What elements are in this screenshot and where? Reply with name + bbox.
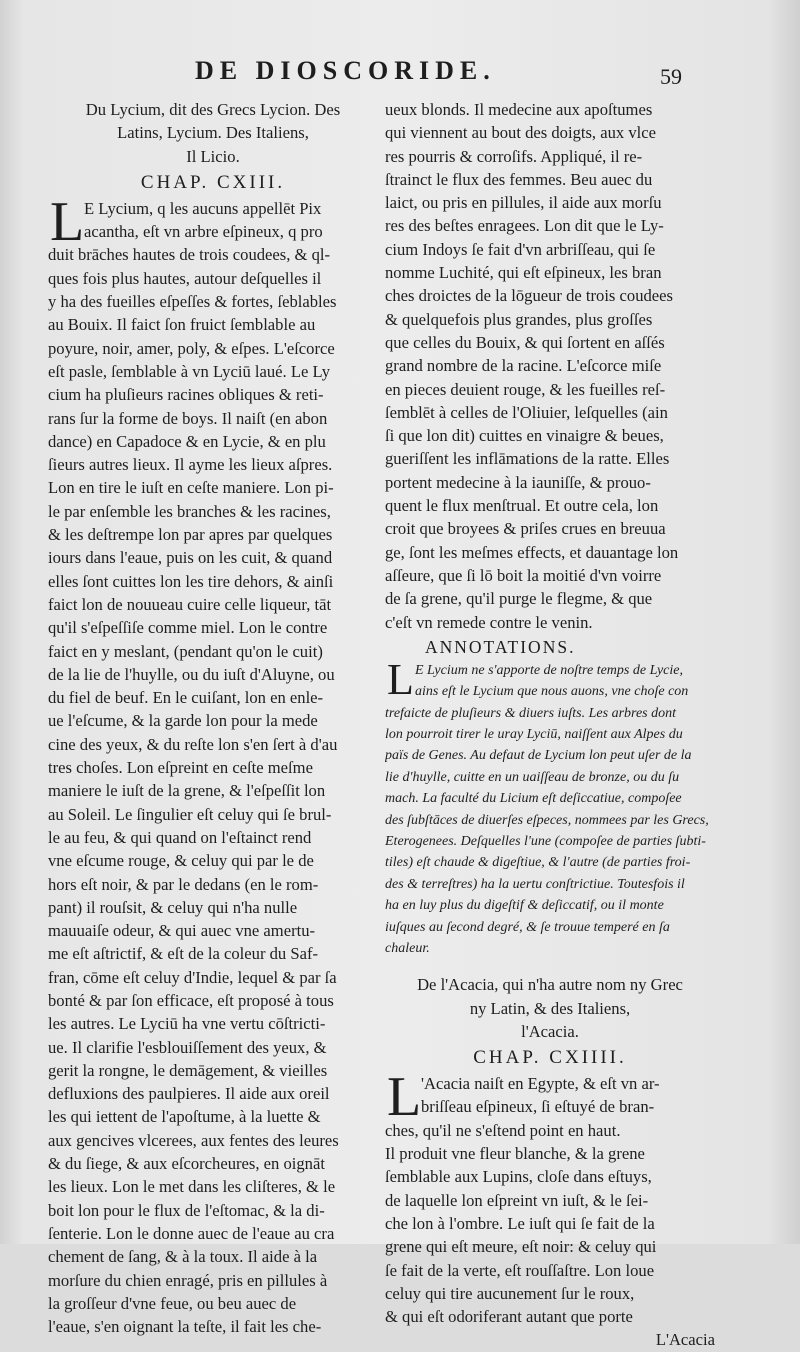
- text-line: & qui eſt odoriferant autant que porte: [385, 1307, 633, 1327]
- text-line: me eſt aſtrictif, & eſt de la coleur du Saf-: [48, 944, 319, 964]
- text-line: les qui iettent de l'apoſtume, à la luette &: [48, 1107, 321, 1127]
- page-number: 59: [660, 64, 682, 89]
- text-line: & du ſiege, & aux eſcorcheures, en oignāt: [48, 1154, 325, 1174]
- text-line: ueux blonds. Il medecine aux apoſtumes: [385, 100, 653, 119]
- text-line: res pourris & corroſifs. Appliqué, il re-: [385, 146, 643, 166]
- text-line: la groſſeur d'vne feue, ou beu auec de: [48, 1293, 297, 1313]
- text-line: gueriſſent les inflāmations de la ratte. Elles: [385, 449, 670, 469]
- text-line: vne eſcume rouge, & celuy qui par le de: [48, 851, 314, 871]
- text-line: l'eaue, s'en oignant la teſte, il fait les che-: [48, 1317, 322, 1337]
- right-column: [385, 98, 715, 1352]
- text-line: fran, cōme eſt celuy d'Indie, lequel & par ſa: [48, 967, 337, 987]
- text-line: mach. La faculté du Licium eſt deſiccatiue, compoſee: [385, 791, 682, 807]
- text-line: morſure du chien enragé, pris en pillules à: [48, 1270, 328, 1290]
- text-line: du fiel de beuf. En le cuiſant, lon en enle-: [48, 688, 324, 708]
- running-header: DE DIOSCORIDE.: [195, 56, 496, 85]
- chapter-title-line: ny Latin, & des Italiens,: [469, 998, 631, 1018]
- text-line: ue. Il clarifie l'esblouiſſement des yeux, &: [48, 1037, 327, 1057]
- annotation-drop-cap: L: [387, 654, 414, 704]
- text-line: tiles) eſt chaude & digeſtiue, & l'autre (de parties froi-: [385, 855, 691, 871]
- text-line: Il produit vne fleur blanche, & la grene: [385, 1144, 645, 1164]
- text-line: pant) il rouſsit, & celuy qui n'ha nulle: [48, 897, 298, 917]
- text-line: au Soleil. Le ſingulier eſt celuy qui ſe brul-: [48, 804, 332, 824]
- text-line: ſieurs autres lieux. Il ayme les lieux aſpres.: [48, 455, 333, 475]
- text-line: & les deſtrempe lon par apres par quelques: [48, 525, 333, 545]
- text-line: des ſubſtāces de diuerſes eſpeces, nommees par les Grecs,: [385, 812, 709, 828]
- text-line: res des beſtes enragees. Lon dit que le Ly-: [385, 216, 664, 236]
- text-line: les autres. Le Lyciū ha vne vertu cōſtricti-: [48, 1014, 326, 1034]
- text-line: croit que broyees & priſes crues en breuua: [385, 519, 666, 539]
- text-line: lie d'huylle, cuitte en un uaiſſeau de bronze, ou du ſu: [385, 769, 680, 785]
- text-line: chaleur.: [385, 940, 430, 956]
- text-line: trefaicte de pluſieurs & diuers iuſts. Les arbres dont: [385, 705, 677, 721]
- text-line: aux gencives vlcerees, aux fentes des leures: [48, 1130, 339, 1150]
- text-line: tres choſes. Lon eſpreint en ceſte meſme: [48, 758, 313, 778]
- text-line: faict lon de nouueau cuire celle liqueur, tāt: [48, 594, 332, 614]
- text-line: defluxions des paulpieres. Il aide aux oreil: [48, 1084, 330, 1104]
- text-line: ge, ſont les meſmes effects, et dauantage lon: [385, 542, 679, 562]
- text-line: acantha, eſt vn arbre eſpineux, q pro: [84, 222, 323, 242]
- text-line: portent medecine à la iauniſſe, & prouo-: [385, 472, 651, 492]
- text-line: cium Indoys ſe fait d'vn arbriſſeau, qui ſe: [385, 239, 656, 259]
- text-line: rans ſur la forme de boys. Il naiſt (en abon: [48, 408, 328, 428]
- text-line: de laquelle lon eſpreint vn iuſt, & le ſei-: [385, 1190, 649, 1210]
- text-line: de ſa grene, qu'il purge le flegme, & que: [385, 589, 653, 609]
- annotations-heading: ANNOTATIONS.: [425, 636, 576, 657]
- text-line: ſi que lon dit) cuittes en vinaigre & beues,: [385, 426, 664, 446]
- chapter-title-line: Du Lycium, dit des Grecs Lycion. Des: [85, 100, 341, 119]
- text-line: eſt pasle, ſemblable à vn Lyciū laué. Le Ly: [48, 361, 330, 381]
- text-line: hors eſt noir, & par le dedans (en le rom-: [48, 874, 319, 894]
- text-line: cium ha pluſieurs racines obliques & reti-: [48, 385, 324, 405]
- text-line: nomme Luchité, qui eſt eſpineux, les bran: [385, 263, 662, 283]
- text-line: que celles du Bouix, & qui ſortent en aſſés: [385, 332, 665, 352]
- text-line: quent le flux menſtrual. Et outre cela, lon: [385, 496, 659, 516]
- text-line: aſſeure, que ſi lō boit la moitié d'vn voirre: [385, 565, 662, 585]
- text-line: iours dans l'eaue, puis on les cuit, & quand: [48, 548, 333, 568]
- text-line: au Bouix. Il faict ſon fruict ſemblable au: [48, 315, 316, 335]
- text-line: ſemblēt à celles de l'Oliuier, leſquelles (ain: [385, 402, 668, 422]
- chapter-title-line: Il Licio.: [186, 146, 240, 166]
- text-line: grand nombre de la racine. L'eſcorce miſe: [385, 356, 662, 376]
- text-line: mauuaiſe odeur, & qui auec vne amertu-: [48, 921, 316, 941]
- text-line: laict, ou pris en pillules, il aide aux morſu: [385, 193, 662, 213]
- text-line: iuſques au ſecond degré, & ſe trouue temperé en ſa: [385, 919, 670, 935]
- text-line: chement de ſang, & à la toux. Il aide à la: [48, 1247, 318, 1267]
- text-line: qui viennent au bout des doigts, aux vlce: [385, 123, 656, 143]
- text-line: ains eſt le Lycium que nous auons, vne choſe con: [415, 684, 689, 700]
- chapter-title-line: Latins, Lycium. Des Italiens,: [117, 123, 309, 143]
- text-line: Eterogenees. Deſquelles l'une (compoſee de parties ſubti-: [385, 833, 706, 849]
- text-line: 'Acacia naiſt en Egypte, & eſt vn ar-: [421, 1074, 660, 1094]
- text-line: ches, qu'il ne s'eſtend point en haut.: [385, 1120, 621, 1140]
- text-line: E Lycium ne s'apporte de noſtre temps de Lycie,: [415, 662, 683, 678]
- text-line: faict en y meslant, (pendant qu'on le cuit): [48, 641, 323, 661]
- text-line: & quelquefois plus grandes, plus groſſes: [385, 309, 653, 329]
- text-line: en pieces deuient rouge, & les fueilles reſ-: [385, 379, 666, 399]
- text-line: ue l'eſcume, & la garde lon pour la mede: [48, 711, 318, 731]
- chapter-heading: CHAP. CXIII.: [140, 171, 286, 193]
- text-line: boit lon pour le flux de l'eſtomac, & la di-: [48, 1200, 325, 1220]
- text-line: celuy qui tire aucunement ſur le roux,: [385, 1283, 635, 1303]
- text-line: poyure, noir, amer, poly, & eſpes. L'eſcorce: [48, 338, 335, 358]
- chapter-heading: CHAP. CXIIII.: [473, 1047, 627, 1069]
- text-line: grene qui eſt meure, eſt noir: & celuy qui: [385, 1237, 657, 1257]
- text-line: le au feu, & qui quand on l'eſtainct rend: [48, 827, 312, 847]
- text-line: che lon à l'ombre. Le iuſt qui ſe fait de la: [385, 1213, 655, 1233]
- text-line: briſſeau eſpineux, ſi eſtuyé de bran-: [421, 1097, 655, 1117]
- text-line: bonté & par ſon efficace, eſt proposé à tous: [48, 990, 334, 1010]
- text-line: de la lie de l'huylle, ou du iuſt d'Aluyne, ou: [48, 664, 335, 684]
- text-line: c'eſt vn remede contre le venin.: [385, 612, 593, 632]
- text-line: maniere le iuſt de la grene, & l'eſpeſſit lon: [48, 781, 326, 801]
- text-line: les lieux. Lon le met dans les cliſteres, & le: [48, 1177, 336, 1197]
- text-line: ha en luy plus du digeſtif & deſiccatif, ou il monte: [385, 898, 664, 914]
- text-line: ches droictes de la lōgueur de trois coudees: [385, 286, 673, 306]
- drop-cap: L: [50, 190, 85, 253]
- text-line: duit brāches hautes de trois coudees, & ql-: [48, 245, 331, 265]
- annotations-body: [385, 654, 715, 959]
- text-line: ſe fait de la verte, eſt rouſſaſtre. Lon loue: [385, 1260, 655, 1280]
- text-line: E Lycium, q les aucuns appellēt Pix: [84, 198, 322, 218]
- text-line: ques fois plus hautes, autour deſquelles il: [48, 268, 322, 288]
- text-line: y ha des fueilles eſpeſſes & fortes, ſeblables: [48, 292, 337, 312]
- drop-cap: L: [387, 1066, 422, 1129]
- chapter-body: [385, 1066, 715, 1328]
- text-line: gerit la rongne, le demāgement, & vieilles: [48, 1060, 328, 1080]
- text-line: ſtrainct le flux des femmes. Beu auec du: [385, 169, 653, 189]
- chapter-body: [48, 190, 378, 1339]
- text-line: elles ſont cuittes lon les tire dehors, & ainſi: [48, 571, 334, 591]
- catchword: L'Acacia: [655, 1330, 715, 1350]
- text-line: cine des yeux, & du reſte lon s'en ſert à d'au: [48, 734, 338, 754]
- text-line: ſemblable aux Lupins, cloſe dans eſtuys,: [385, 1167, 652, 1187]
- text-line: le par enſemble les branches & les racines,: [48, 501, 331, 521]
- chapter-title-line: l'Acacia.: [521, 1021, 579, 1041]
- text-line: Lon en tire le iuſt en ceſte maniere. Lon pi-: [48, 478, 334, 498]
- chapter-title-line: De l'Acacia, qui n'ha autre nom ny Grec: [417, 975, 683, 995]
- text-line: dance) en Capadoce & en Lycie, & en plu: [48, 431, 326, 451]
- text-line: ſenterie. Lon le donne auec de l'eaue au cra: [48, 1223, 335, 1243]
- text-line: païs de Genes. Au defaut de Lycium lon peut uſer de la: [385, 748, 692, 764]
- text-line: lon pourroit tirer le uray Lyciū, naiſſent aux Alpes du: [385, 727, 683, 742]
- text-line: des & terreſtres) ha la uertu conſtrictiue. Toutesfois il: [385, 876, 685, 892]
- left-column: [48, 98, 378, 1338]
- text-line: qu'il s'eſpeſſiſe comme miel. Lon le contre: [48, 618, 328, 638]
